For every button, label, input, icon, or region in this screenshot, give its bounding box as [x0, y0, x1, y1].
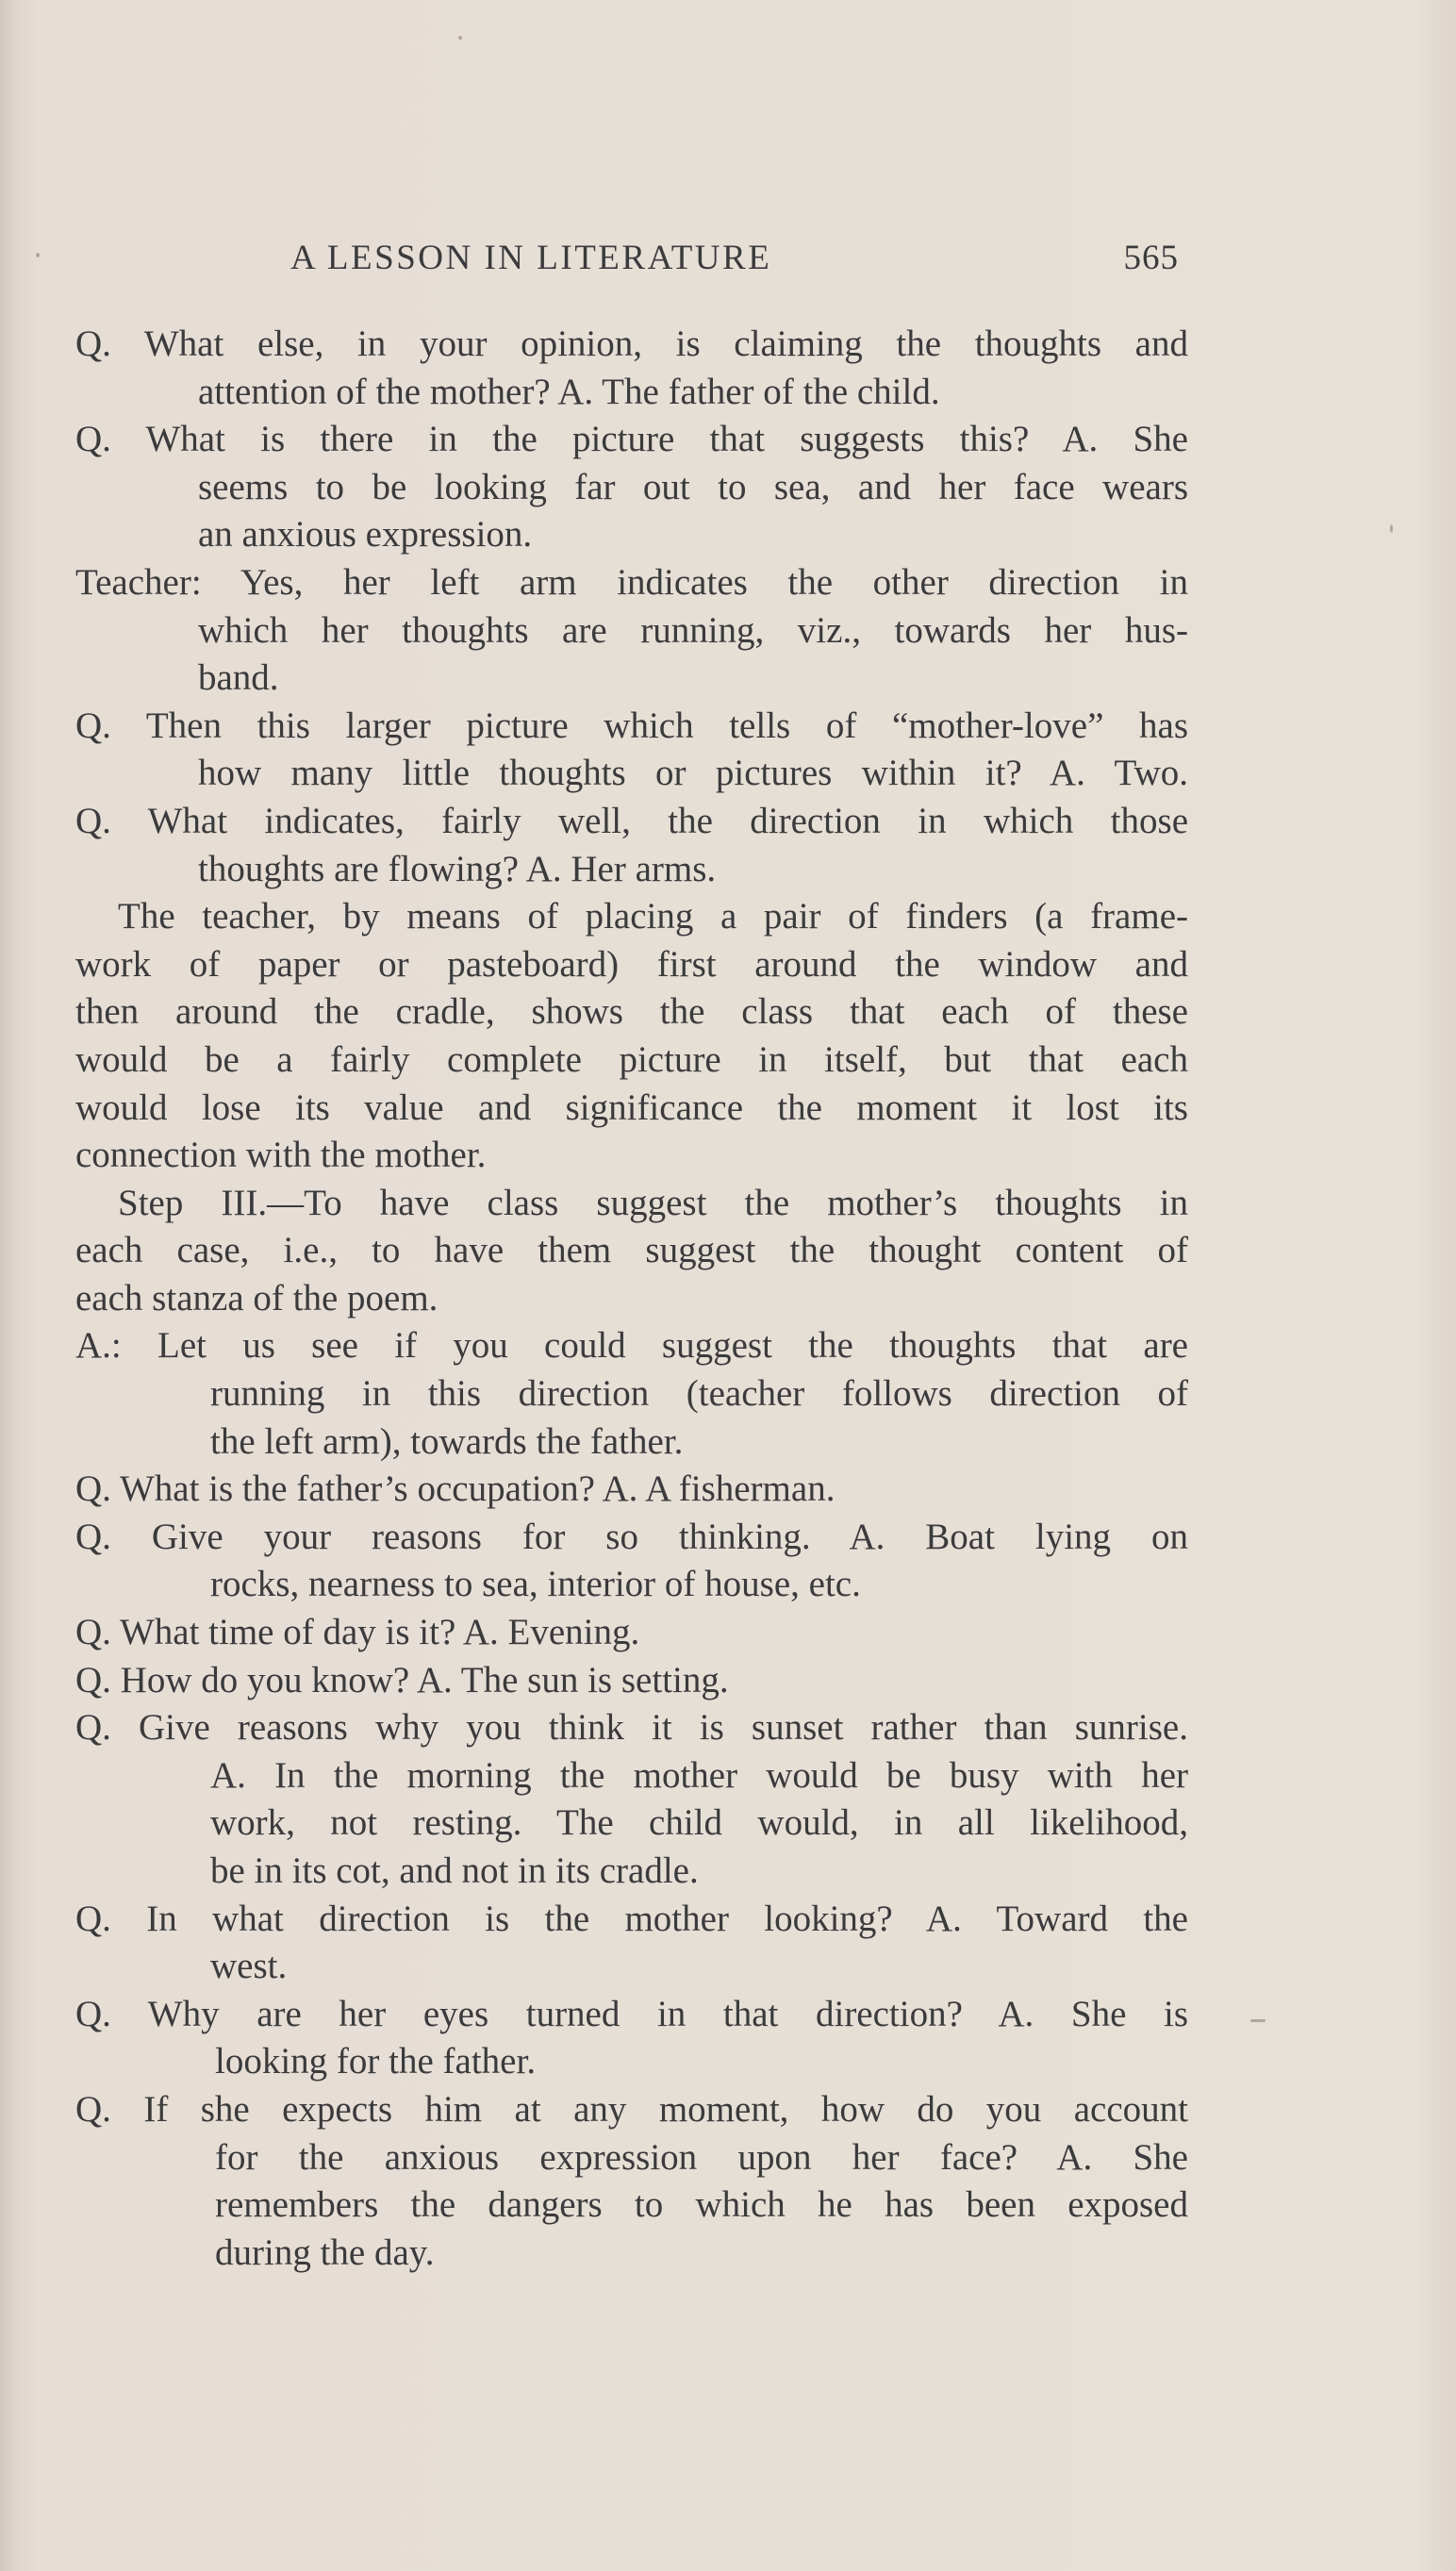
text-line: Q. Give your reasons for so thinking. A. Boat lying on [75, 1516, 1188, 1557]
text-line: the left arm), towards the father. [210, 1420, 684, 1462]
text-line: Q. Why are her eyes turned in that direction? A. She is [75, 1993, 1188, 2034]
text-line: work of paper or pasteboard) first around the window and [75, 943, 1188, 985]
text-line: thoughts are flowing? A. Her arms. [198, 848, 717, 889]
text-line: which her thoughts are running, viz., towards her hus- [198, 609, 1188, 651]
text-line: each case, i.e., to have them suggest the thought content of [75, 1230, 1188, 1271]
text-line: rocks, nearness to sea, interior of house, etc. [210, 1564, 861, 1605]
text-line: Q. What time of day is it? A. Evening. [75, 1612, 640, 1653]
text-line: A. In the morning the mother would be busy with her [210, 1754, 1188, 1796]
text-line: Q. Then this larger picture which tells of “mother-love” has [75, 705, 1188, 746]
text-line: an anxious expression. [198, 514, 533, 556]
text-line: seems to be looking far out to sea, and her face wears [198, 466, 1188, 507]
text-line: running in this direction (teacher follows direction of [210, 1373, 1188, 1415]
text-line: Teacher: Yes, her left arm indicates the other direction in [75, 561, 1188, 603]
running-header [283, 238, 1179, 285]
paper-speck [1250, 2019, 1266, 2022]
text-line: would lose its value and significance the moment it lost its [75, 1086, 1188, 1128]
body-text [75, 321, 1188, 2277]
text-line: Q. How do you know? A. The sun is setting. [75, 1659, 729, 1700]
text-line: would be a fairly complete picture in itself, but that each [75, 1038, 1188, 1080]
text-line: attention of the mother? A. The father of the child. [198, 371, 940, 412]
text-line: west. [210, 1946, 288, 1987]
running-title: A LESSON IN LITERATURE [290, 239, 772, 277]
text-line: Q. In what direction is the mother looking? A. Toward the [75, 1898, 1188, 1939]
text-line: each stanza of the poem. [75, 1277, 438, 1319]
paper-speck [36, 253, 40, 257]
page-number: 565 [1123, 239, 1179, 277]
text-line: Q. If she expects him at any moment, how do you account [75, 2088, 1188, 2130]
text-line: Q. What else, in your opinion, is claiming the thoughts and [75, 323, 1188, 364]
text-line: for the anxious expression upon her face? A. She [215, 2136, 1188, 2178]
text-line: how many little thoughts or pictures within it? A. Two. [198, 753, 1188, 794]
paper-speck [1390, 524, 1393, 533]
text-line: Q. Give reasons why you think it is sunset rather than sunrise. [75, 1707, 1188, 1749]
text-line: Q. What is there in the picture that suggests this? A. She [75, 419, 1188, 460]
text-line: be in its cot, and not in its cradle. [210, 1850, 699, 1891]
text-line: during the day. [215, 2231, 435, 2273]
text-line: remembers the dangers to which he has been exposed [215, 2184, 1188, 2226]
text-line: work, not resting. The child would, in all likelihood, [210, 1802, 1188, 1844]
text-line: The teacher, by means of placing a pair of finders (a frame- [118, 896, 1188, 937]
text-line: then around the cradle, shows the class that each of these [75, 991, 1188, 1033]
text-line: Q. What is the father’s occupation? A. A fisherman. [75, 1468, 836, 1510]
text-line: connection with the mother. [75, 1135, 487, 1176]
text-line: looking for the father. [215, 2041, 537, 2082]
text-line: Step III.—To have class suggest the mother’s thoughts in [118, 1182, 1188, 1223]
text-line: Q. What indicates, fairly well, the direction in which those [75, 800, 1188, 841]
paper-speck [458, 36, 462, 40]
text-line: band. [198, 657, 279, 699]
text-line: A.: Let us see if you could suggest the thoughts that are [75, 1325, 1188, 1367]
